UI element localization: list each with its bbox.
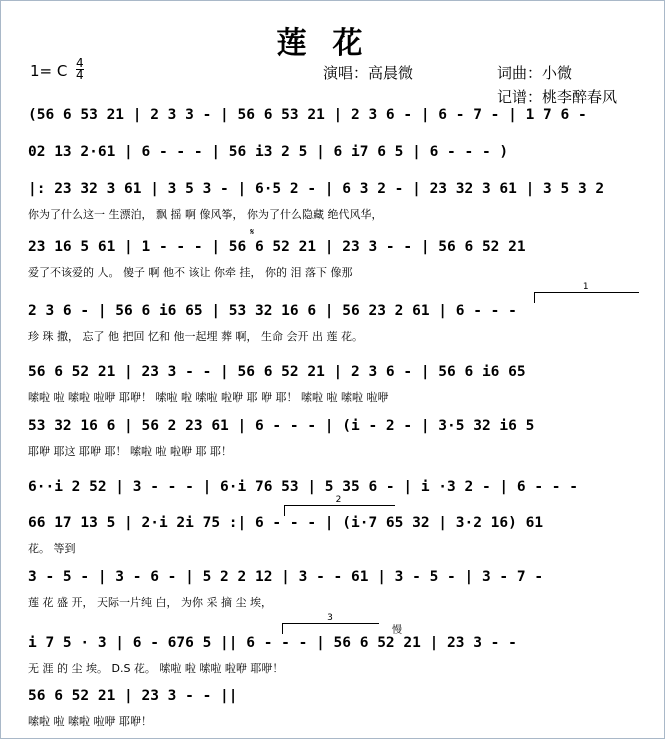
lyrics-line: 耶咿 耶这 耶咿 耶！ 嗦啦 啦 啦咿 耶 耶！: [28, 445, 232, 458]
song-title: 莲花: [276, 26, 389, 61]
segno-mark: 𝄋: [250, 227, 255, 238]
notation-line: 56 6 52 21 | 23 3 - - | 56 6 52 21 | 2 3 6 - | 56 6 i6 65: [28, 364, 526, 380]
volta-bracket-3: [282, 613, 379, 634]
volta-bracket-1: [534, 282, 639, 303]
volta-number: 2: [335, 495, 342, 505]
notation-line: (56 6 53 21 | 2 3 3 - | 56 6 53 21 | 2 3 6 - | 6 - 7 - | 1 7 6 -: [28, 107, 587, 123]
time-signature: [76, 58, 84, 81]
lyrics-line: 莲 花 盛 开， 天际一片纯 白， 为你 采 摘 尘 埃，: [28, 596, 272, 609]
notation-line: 6··i 2 52 | 3 - - - | 6·i 76 53 | 5 35 6 - | i ·3 2 - | 6 - - -: [28, 479, 578, 495]
meter-top: 4: [76, 56, 84, 70]
tempo-mark-slow: 慢: [392, 625, 402, 636]
lyrics-line: 花。 等到: [28, 542, 76, 555]
notation-line: 56 6 52 21 | 23 3 - - ||: [28, 688, 238, 704]
notation-line: 23 16 5 61 | 1 - - - | 56 6 52 21 | 23 3 - - | 56 6 52 21: [28, 239, 526, 255]
key-signature: 1= C: [30, 62, 68, 80]
singer-credit: 演唱：高晨微: [323, 64, 414, 82]
lyrics-line: 无 涯 的 尘 埃。 D.S 花。 嗦啦 啦 嗦啦 啦咿 耶咿！: [28, 662, 284, 675]
volta-number: 3: [327, 613, 333, 623]
notation-line: 66 17 13 5 | 2·i 2i 75 :| 6 - - - | (i·7 65 32 | 3·2 16) 61: [28, 515, 544, 531]
lyrics-line: 珍 珠 撒， 忘了 他 把回 忆和 他一起埋 葬 啊， 生命 会开 出 莲 花。: [28, 330, 363, 343]
volta-number: 1: [582, 282, 589, 292]
notation-line: 2 3 6 - | 56 6 i6 65 | 53 32 16 6 | 56 23 2 61 | 6 - - -: [28, 303, 517, 319]
composer-credit: 词曲：小微: [497, 64, 573, 82]
notation-line: 3 - 5 - | 3 - 6 - | 5 2 2 12 | 3 - - 61 | 3 - 5 - | 3 - 7 -: [28, 569, 544, 585]
meter-bottom: 4: [76, 68, 84, 82]
lyrics-line: 嗦啦 啦 嗦啦 啦咿 耶咿！: [28, 715, 152, 728]
volta-bracket-2: [284, 495, 395, 516]
notation-line: 53 32 16 6 | 56 2 23 61 | 6 - - - | (i - 2 - | 3·5 32 i6 5: [28, 418, 535, 434]
notation-line: 02 13 2·61 | 6 - - - | 56 i3 2 5 | 6 i7 6 5 | 6 - - - ): [28, 144, 509, 160]
notation-line: |: 23 32 3 61 | 3 5 3 - | 6·5 2 - | 6 3 2 - | 23 32 3 61 | 3 5 3 2: [28, 181, 605, 197]
transcriber-credit: 记谱：桃李醉春风: [497, 88, 618, 106]
lyrics-line: 你为了什么这一 生漂泊， 飘 摇 啊 像风筝， 你为了什么隐藏 绝代风华，: [28, 208, 383, 221]
lyrics-line: 嗦啦 啦 嗦啦 啦咿 耶咿！ 嗦啦 啦 嗦啦 啦咿 耶 咿 耶！ 嗦啦 啦 嗦啦 啦咿: [28, 391, 389, 404]
lyrics-line: 爱了不该爱的 人。 傻子 啊 他不 该让 你牵 挂， 你的 泪 落下 像那: [28, 266, 353, 279]
notation-line: i 7 5 · 3 | 6 - 676 5 || 6 - - - | 56 6 52 21 | 23 3 - -: [28, 635, 517, 651]
